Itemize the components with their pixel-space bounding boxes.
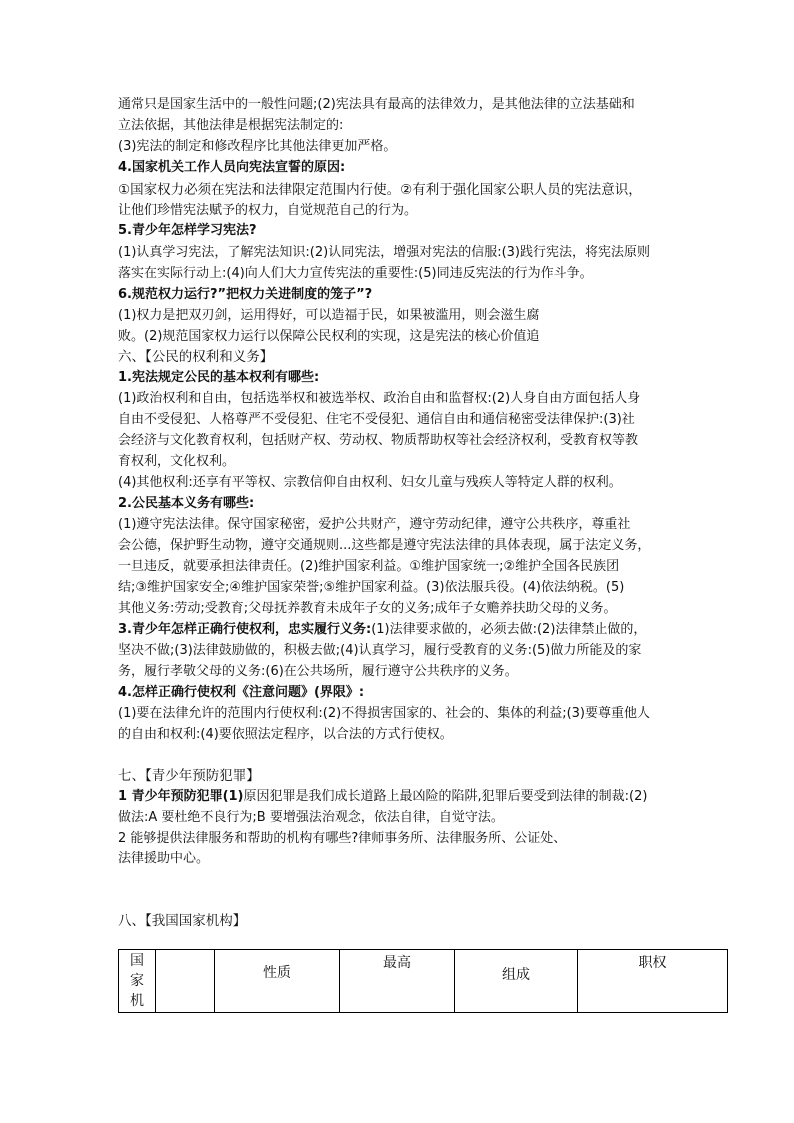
table-cell	[156, 950, 215, 1013]
text-line: 育权利，文化权利。	[118, 454, 236, 469]
text-line: (1)要在法律允许的范围内行使权利:(2)不得损害国家的、社会的、集体的利益;(3)要尊重他人	[118, 706, 651, 721]
column-header: 性质	[215, 950, 340, 1013]
text-line: 2 能够提供法律服务和帮助的机构有哪些?律师事务所、法律服务所、公证处、	[118, 831, 567, 846]
text-line: 让他们珍惜宪法赋予的权力，自觉规范自己的行为。	[118, 203, 418, 218]
text-line: (4)其他权利:还享有平等权、宗教信仰自由权利、妇女儿童与残疾人等特定人群的权利。	[118, 475, 622, 490]
column-header-char: 国	[130, 953, 144, 969]
text-line	[118, 620, 646, 640]
text-line: (1)权力是把双刃剑，运用得好，可以造福于民，如果被滥用，则会滋生腐	[118, 308, 540, 323]
question-heading: 5.青少年怎样学习宪法?	[118, 223, 257, 238]
text-span: (1)法律要求做的，必须去做:(2)法律禁止做的，	[371, 622, 647, 637]
column-header: 组成	[455, 950, 578, 1013]
table-cell	[119, 950, 156, 1013]
question-heading: 1 青少年预防犯罪(1)	[118, 789, 244, 804]
text-line: 落实在实际行动上:(4)向人们大力宣传宪法的重要性:(5)同违反宪法的行为作斗争。	[118, 266, 593, 281]
text-line: 败。(2)规范国家权力运行以保障公民权利的实现，这是宪法的核心价值追	[118, 329, 540, 344]
text-line: (3)宪法的制定和修改程序比其他法律更加严格。	[118, 139, 397, 154]
question-heading: 4.怎样正确行使权利《注意问题》(界限》:	[118, 685, 365, 700]
state-organs-table	[118, 949, 728, 1013]
text-line: 法律援助中心。	[118, 851, 210, 866]
text-line: 会公德，保护野生动物，遵守交通规则...这些都是遵守宪法法律的具体表现，属于法定义务，	[118, 538, 651, 553]
column-header: 最高	[340, 950, 455, 1013]
column-header-char: 机	[130, 993, 144, 1009]
text-line: 自由不受侵犯、人格尊严不受侵犯、住宅不受侵犯、通信自由和通信秘密受法律保护:(3)社	[118, 412, 635, 427]
text-line: 的自由和权利:(4)要依照法定程序，以合法的方式行使权。	[118, 727, 453, 742]
text-line: 其他义务:劳动;受教育;父母抚养教育未成年子女的义务;成年子女赡养扶助父母的义务。	[118, 601, 617, 616]
text-line: 做法:A 要杜绝不良行为;B 要增强法治观念，依法自律，自觉守法。	[118, 810, 504, 825]
text-line: 一旦违反，就要承担法律责任。(2)维护国家利益。①维护国家统一;②维护全国各民族团	[118, 559, 620, 574]
text-line	[118, 787, 647, 807]
question-heading: 3.青少年怎样正确行使权利，忠实履行义务:	[118, 622, 372, 637]
section-heading: 八、【我国国家机构】	[118, 913, 247, 929]
text-line: (1)政治权利和自由，包括选举权和被选举权、政治自由和监督权:(2)人身自由方面包括人身	[118, 391, 641, 406]
text-line: 务，履行孝敬父母的义务:(6)在公共场所，履行遵守公共秩序的义务。	[118, 664, 518, 679]
text-line: 结;③维护国家安全;④维护国家荣誉;⑤维护国家利益。(3)依法服兵役。(4)依法纳税。(5)	[118, 580, 625, 595]
text-line: 会经济与文化教育权利，包括财产权、劳动权、物质帮助权等社会经济权利，受教育权等教	[118, 433, 639, 448]
question-heading: 4.国家机关工作人员向宪法宣誓的原因:	[118, 160, 346, 175]
text-line: (1)遵守宪法法律。保守国家秘密，爱护公共财产，遵守劳动纪律，遵守公共秩序，尊重社	[118, 517, 631, 532]
column-header-char: 家	[130, 973, 144, 989]
text-line: 坚决不做;(3)法律鼓励做的，积极去做;(4)认真学习，履行受教育的义务:(5)做力所能及的家	[118, 643, 642, 658]
question-heading: 6.规范权力运行?”把权力关进制度的笼子”?	[118, 287, 373, 302]
section-heading: 六、【公民的权利和义务】	[118, 349, 274, 365]
table-row	[119, 950, 728, 1013]
column-header	[119, 951, 155, 1011]
question-heading: 2.公民基本义务有哪些:	[118, 496, 255, 511]
column-header: 职权	[578, 950, 728, 1013]
text-line: 通常只是国家生活中的一般性问题;(2)宪法具有最高的法律效力，是其他法律的立法基础和	[118, 97, 635, 112]
text-line: ①国家权力必须在宪法和法律限定范围内行使。②有利于强化国家公职人员的宪法意识，	[118, 182, 642, 198]
text-line: (1)认真学习宪法，了解宪法知识:(2)认同宪法，增强对宪法的信服:(3)践行宪法，将宪法原则	[118, 245, 651, 260]
text-line: 立法依据，其他法律是根据宪法制定的:	[118, 118, 344, 133]
question-heading: 1.宪法规定公民的基本权利有哪些:	[118, 370, 320, 385]
section-heading: 七、【青少年预防犯罪】	[118, 768, 260, 784]
text-span: 原因犯罪是我们成长道路上最凶险的陷阱,犯罪后要受到法律的制裁:(2)	[243, 789, 648, 804]
